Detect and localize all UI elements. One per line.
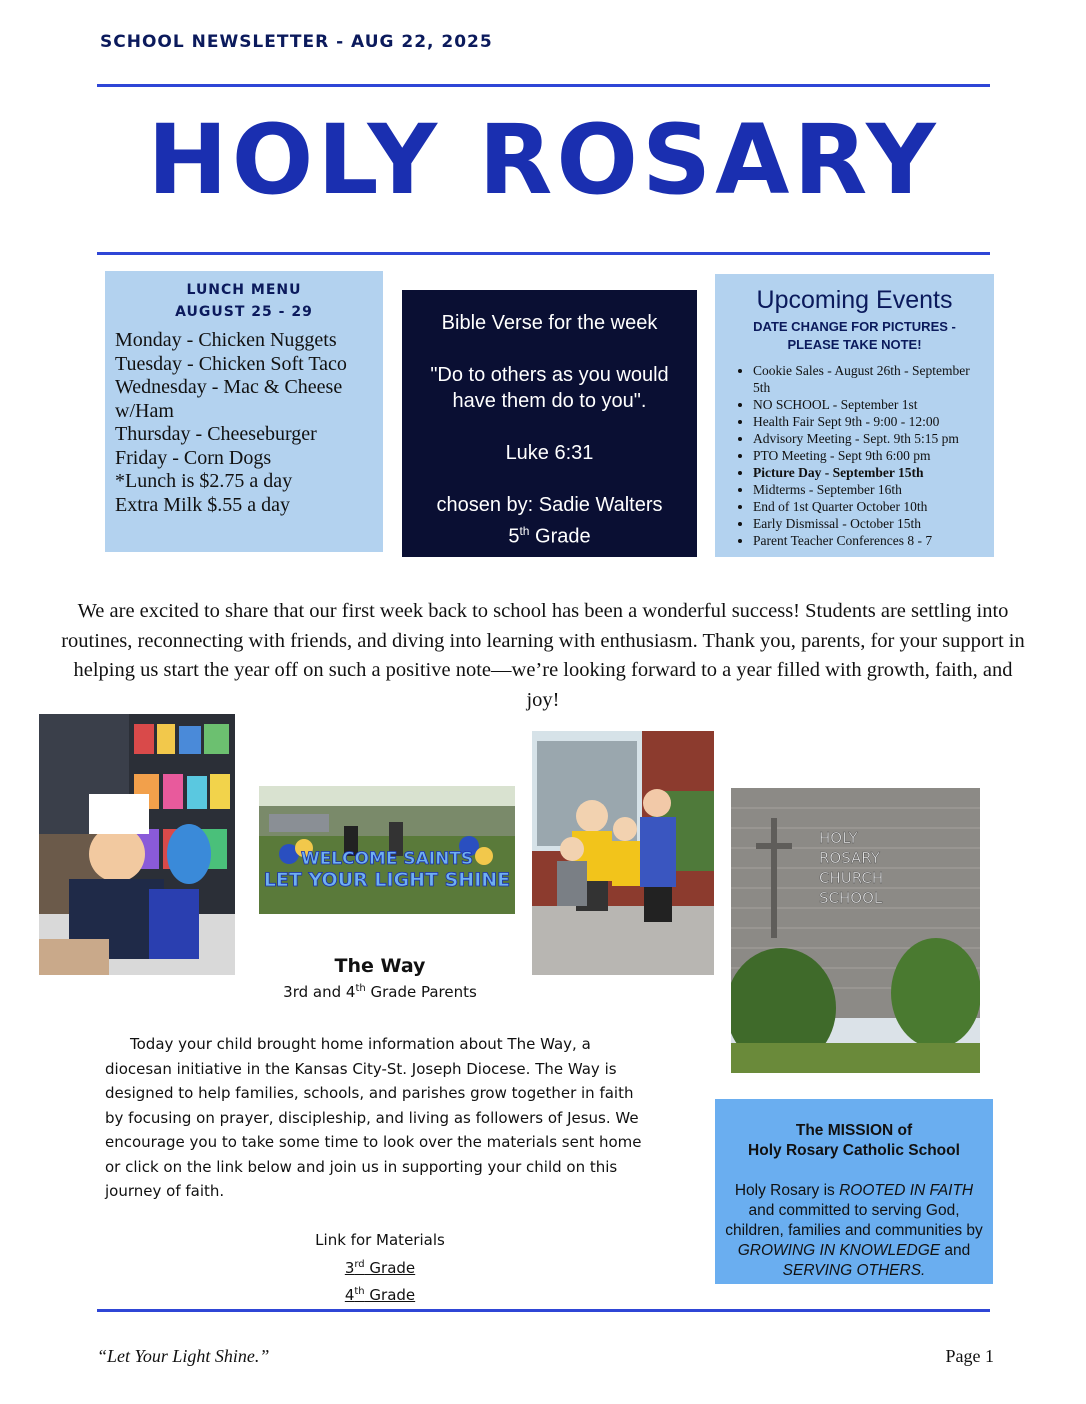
building-sign-line3: CHURCH [819, 869, 884, 887]
verse-reference: Luke 6:31 [505, 442, 594, 464]
lunch-menu-dates: AUGUST 25 - 29 [175, 304, 313, 320]
upcoming-events-box [715, 274, 994, 557]
verse-heading: Bible Verse for the week [441, 312, 658, 334]
mission-text: and committed to serving God, children, families and communities by [725, 1202, 983, 1239]
building-sign-line1: HOLY [819, 829, 858, 847]
bible-verse-box [402, 290, 697, 557]
link-3-word[interactable]: Grade [364, 1258, 416, 1277]
mission-title-line2: Holy Rosary Catholic School [748, 1142, 960, 1159]
students-photo [532, 731, 714, 975]
the-way-body: Today your child brought home information about The Way, a diocesan initiative in the Kansas City-St. Joseph Diocese. The Way is designed to help families, schools, and parishes grow together in faith by focusing on prayer, discipleship, and living as followers of Jesus. We encourage you to take some time to look over the materials sent home or click on the link below and join us in supporting your child on this journey of faith. [105, 1035, 642, 1200]
lunch-item: Thursday - Cheeseburger [115, 423, 317, 445]
lunch-item: Tuesday - Chicken Soft Taco [115, 352, 347, 375]
masthead-rule [97, 252, 990, 255]
the-way-title: The Way [334, 955, 426, 977]
grade-word: Grade [529, 525, 591, 548]
verse-quote-line2: have them do to you". [452, 390, 647, 412]
materials-links [230, 1228, 530, 1308]
lunch-item: Extra Milk $.55 a day [115, 493, 290, 516]
welcome-sign-art [259, 786, 515, 914]
spacer [715, 1161, 993, 1181]
mission-title-line1: The MISSION of [795, 1122, 913, 1139]
event-item: • Early Dismissal - October 15th [753, 515, 986, 532]
link-4-word[interactable]: Grade [364, 1286, 416, 1304]
event-item: • Advisory Meeting - Sept. 9th 5:15 pm [753, 430, 986, 447]
newsletter-label: SCHOOL NEWSLETTER - AUG 22, 2025 [100, 32, 493, 52]
links-label: Link for Materials [315, 1231, 445, 1249]
mission-box [715, 1099, 993, 1284]
spacer [402, 466, 697, 492]
link-4-sup[interactable]: th [354, 1286, 365, 1297]
event-item: • End of 1st Quarter October 10th [753, 498, 986, 515]
link-4th-grade[interactable] [230, 1280, 530, 1308]
events-note-line2: PLEASE TAKE NOTE! [787, 337, 922, 352]
grade-suffix: th [519, 524, 530, 538]
event-item: • Parent Teacher Conferences 8 - 7 [753, 532, 986, 549]
link-3-sup[interactable]: rd [354, 1258, 365, 1270]
events-note-line1: DATE CHANGE FOR PICTURES - [753, 319, 956, 334]
link-4-num[interactable]: 4 [344, 1286, 355, 1304]
link-3-num[interactable]: 3 [344, 1258, 355, 1277]
event-item: • Midterms - September 16th [753, 481, 986, 498]
lunch-item: Wednesday - Mac & Cheese w/Ham [115, 376, 343, 422]
subtitle-prefix: 3rd and 4 [283, 983, 356, 1001]
classroom-photo-art [39, 714, 235, 975]
the-way-subtitle [230, 983, 530, 1001]
lunch-item: Monday - Chicken Nuggets [115, 329, 337, 351]
page-number: Page 1 [945, 1346, 994, 1366]
welcome-sign-line1: WELCOME SAINTS [300, 849, 474, 869]
lunch-menu-box [105, 271, 383, 552]
event-item: • Picture Day - September 15th [753, 464, 986, 481]
church-school-photo [731, 788, 980, 1073]
masthead-title: HOLY ROSARY [147, 104, 940, 216]
mission-statement [715, 1181, 993, 1281]
events-title: Upcoming Events [756, 286, 953, 314]
welcome-sign-photo [259, 786, 515, 914]
lunch-menu-items [115, 329, 373, 517]
lunch-menu-title [115, 279, 373, 323]
events-note [723, 318, 986, 354]
verse-grade [402, 518, 697, 550]
events-list [723, 362, 986, 549]
top-rule [97, 84, 990, 87]
verse-quote-line1: "Do to others as you would [430, 364, 669, 386]
bottom-rule [97, 1309, 990, 1312]
subtitle-suffix: th [355, 983, 366, 994]
lunch-item: *Lunch is $2.75 a day [115, 470, 293, 492]
grade-number: 5 [508, 525, 520, 548]
mission-text: and [940, 1242, 971, 1259]
mission-text: Holy Rosary is [734, 1182, 840, 1199]
building-sign-line2: ROSARY [819, 849, 880, 867]
lunch-item: Friday - Corn Dogs [115, 446, 272, 469]
footer-quote: “Let Your Light Shine.” [97, 1346, 270, 1366]
link-3rd-grade[interactable] [230, 1253, 530, 1281]
building-sign-line4: SCHOOL [819, 889, 883, 907]
lunch-menu-heading: LUNCH MENU [186, 282, 302, 298]
church-school-art [731, 788, 980, 1073]
mission-emphasis: GROWING IN KNOWLEDGE [737, 1242, 941, 1259]
verse-chosen-by: chosen by: Sadie Walters [436, 494, 663, 516]
event-item: • PTO Meeting - Sept 9th 6:00 pm [753, 447, 986, 464]
event-item: • Health Fair Sept 9th - 9:00 - 12:00 [753, 413, 986, 430]
intro-paragraph: We are excited to share that our first week back to school has been a wonderful success! Students are settling into routines, reconnecting with friends, and diving into learning with enthusiasm. Thank you, parents, for your support in helping us start the year off on such a positive note—we’re looking forward to a year filled with growth, faith, and joy! [61, 600, 1025, 711]
spacer [402, 414, 697, 440]
mission-emphasis: ROOTED IN FAITH [839, 1182, 974, 1199]
subtitle-rest: Grade Parents [365, 983, 477, 1001]
spacer [402, 336, 697, 362]
students-photo-art [532, 731, 714, 975]
event-item: • NO SCHOOL - September 1st [753, 396, 986, 413]
welcome-sign-line2: LET YOUR LIGHT SHINE [263, 869, 511, 891]
event-item: • Cookie Sales - August 26th - September 5th [753, 362, 986, 396]
mission-emphasis: SERVING OTHERS. [782, 1262, 926, 1279]
classroom-photo [39, 714, 235, 975]
